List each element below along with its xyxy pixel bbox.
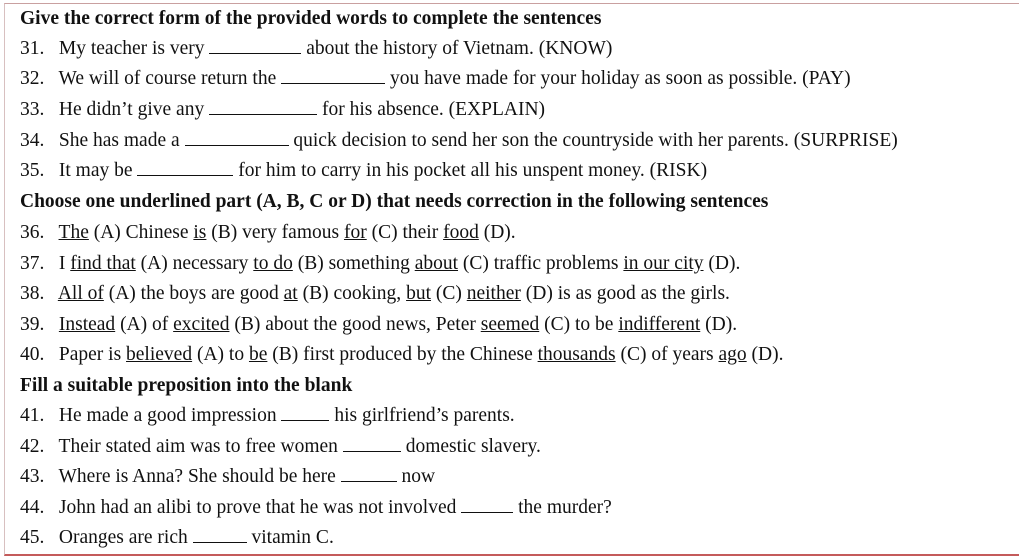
section-heading-word-form: Give the correct form of the provided words to complete the sentences [20, 8, 602, 29]
question-number: 36. [20, 222, 45, 243]
question-36: 36. The (A) Chinese is (B) very famous for (C) their food (D). [20, 222, 516, 243]
question-38: 38. All of (A) the boys are good at (B) cooking, but (C) neither (D) is as good as the girls. [20, 283, 730, 304]
question-number: 44. [20, 497, 45, 518]
option-b[interactable]: at [283, 283, 298, 304]
question-number: 43. [20, 466, 45, 487]
option-b[interactable]: be [248, 344, 268, 365]
option-a[interactable]: All of [57, 283, 104, 304]
question-number: 42. [20, 436, 45, 457]
answer-blank[interactable] [209, 98, 317, 115]
option-d[interactable]: indifferent [618, 314, 701, 335]
question-37: 37. I find that (A) necessary to do (B) something about (C) traffic problems in our city (D). [20, 253, 741, 274]
option-c[interactable]: for [343, 222, 367, 243]
section-heading-error-correction: Choose one underlined part (A, B, C or D) that needs correction in the following sentences [20, 191, 769, 212]
question-number: 38. [20, 283, 45, 304]
question-34: 34. She has made a quick decision to send her son the countryside with her parents. (SURPRISE) [20, 130, 898, 151]
answer-blank[interactable] [281, 404, 329, 421]
answer-blank[interactable] [185, 129, 289, 146]
question-45: 45. Oranges are rich vitamin C. [20, 527, 334, 548]
question-number: 31. [20, 38, 45, 59]
question-number: 32. [20, 68, 45, 89]
question-44: 44. John had an alibi to prove that he was not involved the murder? [20, 497, 612, 518]
question-number: 45. [20, 527, 45, 548]
question-number: 41. [20, 405, 45, 426]
question-number: 40. [20, 344, 45, 365]
question-number: 37. [20, 253, 45, 274]
question-33: 33. He didn’t give any for his absence. (EXPLAIN) [20, 99, 546, 120]
question-32: 32. We will of course return the you have made for your holiday as soon as possible. (PAY) [20, 68, 851, 89]
question-number: 34. [20, 130, 45, 151]
answer-blank[interactable] [209, 37, 301, 54]
answer-blank[interactable] [281, 67, 385, 84]
question-40: 40. Paper is believed (A) to be (B) first produced by the Chinese thousands (C) of years ago (D). [20, 344, 784, 365]
question-number: 33. [20, 99, 45, 120]
question-39: 39. Instead (A) of excited (B) about the good news, Peter seemed (C) to be indifferent (D). [20, 314, 738, 335]
option-a[interactable]: find that [70, 253, 136, 274]
answer-blank[interactable] [341, 465, 397, 482]
question-43: 43. Where is Anna? She should be here now [20, 466, 436, 487]
question-31: 31. My teacher is very about the history of Vietnam. (KNOW) [20, 38, 613, 59]
option-b[interactable]: excited [173, 314, 230, 335]
option-b[interactable]: to do [253, 253, 293, 274]
option-c[interactable]: thousands [537, 344, 616, 365]
answer-blank[interactable] [461, 496, 513, 513]
option-d[interactable]: in our city [623, 253, 704, 274]
question-42: 42. Their stated aim was to free women domestic slavery. [20, 436, 541, 457]
question-number: 39. [20, 314, 45, 335]
question-35: 35. It may be for him to carry in his pocket all his unspent money. (RISK) [20, 160, 708, 181]
option-a[interactable]: Instead [58, 314, 116, 335]
option-b[interactable]: is [193, 222, 207, 243]
option-d[interactable]: neither [466, 283, 521, 304]
option-d[interactable]: food [443, 222, 479, 243]
section-heading-prepositions: Fill a suitable preposition into the blank [20, 375, 353, 396]
option-a[interactable]: The [58, 222, 89, 243]
question-number: 35. [20, 160, 45, 181]
answer-blank[interactable] [343, 435, 401, 452]
question-41: 41. He made a good impression his girlfriend’s parents. [20, 405, 515, 426]
option-c[interactable]: seemed [480, 314, 540, 335]
option-d[interactable]: ago [718, 344, 747, 365]
answer-blank[interactable] [193, 526, 247, 543]
answer-blank[interactable] [137, 159, 233, 176]
option-a[interactable]: believed [126, 344, 193, 365]
option-c[interactable]: about [414, 253, 459, 274]
option-c[interactable]: but [406, 283, 431, 304]
